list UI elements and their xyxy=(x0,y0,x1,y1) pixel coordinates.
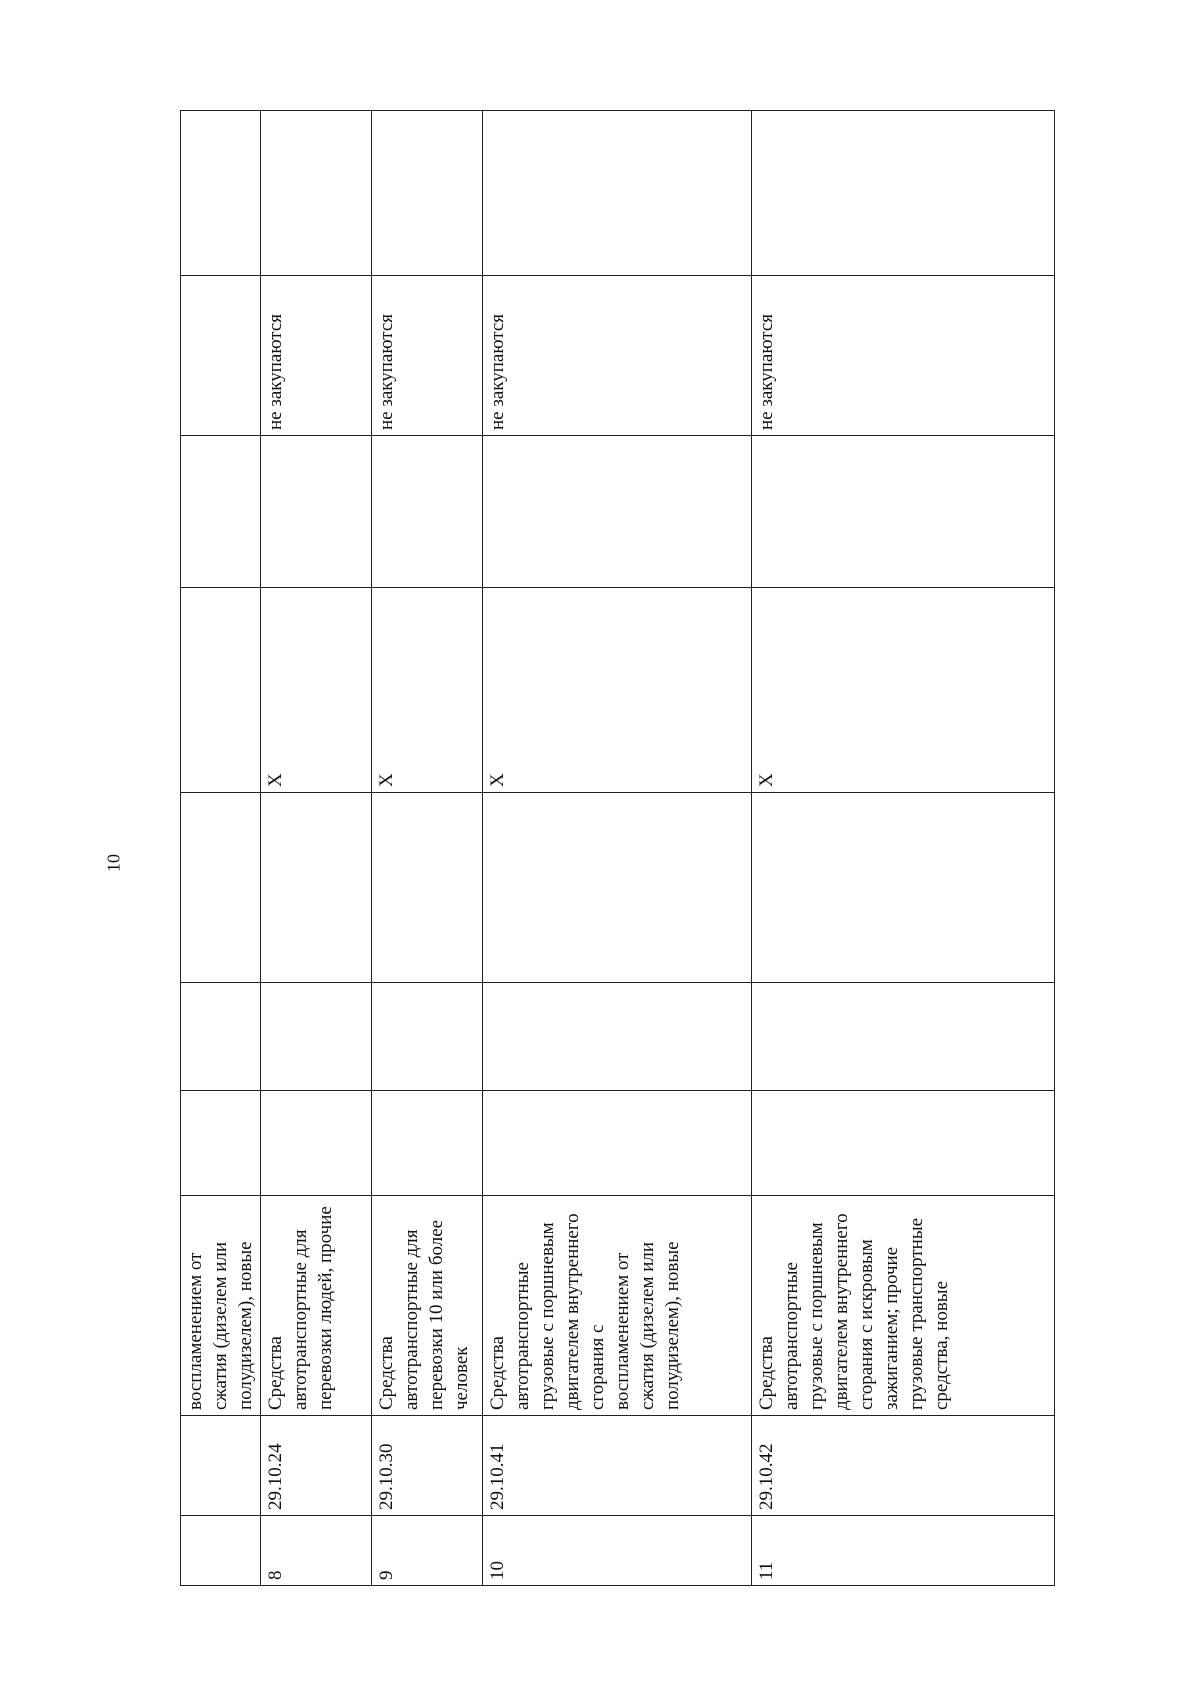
row-number: 10 xyxy=(483,1516,752,1586)
okpd2-code: 29.10.30 xyxy=(372,1416,483,1516)
empty-cell xyxy=(181,983,261,1091)
empty-cell xyxy=(261,793,372,983)
mark-cell: X xyxy=(372,588,483,793)
empty-cell xyxy=(752,1091,1055,1196)
empty-cell xyxy=(181,793,261,983)
okpd2-code: 29.10.24 xyxy=(261,1416,372,1516)
rotated-table-sheet xyxy=(180,111,1050,1586)
table-row xyxy=(483,111,752,1586)
empty-cell xyxy=(483,793,752,983)
empty-cell xyxy=(752,793,1055,983)
okpd2-code: 29.10.42 xyxy=(752,1416,1055,1516)
page-number: 10 xyxy=(103,854,124,872)
empty-cell xyxy=(181,436,261,588)
mark-cell xyxy=(181,588,261,793)
empty-cell xyxy=(261,983,372,1091)
empty-cell xyxy=(752,436,1055,588)
empty-cell xyxy=(261,111,372,276)
okpd2-code: 29.10.41 xyxy=(483,1416,752,1516)
status-cell: не закупаются xyxy=(372,276,483,436)
row-number: 8 xyxy=(261,1516,372,1586)
okpd2-code xyxy=(181,1416,261,1516)
table-row-continuation xyxy=(181,111,261,1586)
status-cell: не закупаются xyxy=(483,276,752,436)
table-row xyxy=(372,111,483,1586)
empty-cell xyxy=(483,1091,752,1196)
empty-cell xyxy=(261,436,372,588)
item-name: Средства автотранспортные грузовые с поршневым двигателем внутреннего сгорания с искровым зажиганием; прочие грузовые транспортные средства, новые xyxy=(752,1196,1055,1416)
mark-cell: X xyxy=(752,588,1055,793)
empty-cell xyxy=(261,1091,372,1196)
status-cell: не закупаются xyxy=(261,276,372,436)
empty-cell xyxy=(483,111,752,276)
row-number: 9 xyxy=(372,1516,483,1586)
item-name: Средства автотранспортные для перевозки людей, прочие xyxy=(261,1196,372,1416)
mark-cell: X xyxy=(483,588,752,793)
status-cell: не закупаются xyxy=(752,276,1055,436)
item-name: воспламенением от сжатия (дизелем или полудизелем), новые xyxy=(181,1196,261,1416)
empty-cell xyxy=(752,111,1055,276)
table-row xyxy=(261,111,372,1586)
empty-cell xyxy=(372,1091,483,1196)
requirements-table xyxy=(180,110,1055,1586)
empty-cell xyxy=(483,983,752,1091)
item-name: Средства автотранспортные грузовые с поршневым двигателем внутреннего сгорания с воспламенением от сжатия (дизелем или полудизелем), новые xyxy=(483,1196,752,1416)
status-cell xyxy=(181,276,261,436)
empty-cell xyxy=(372,983,483,1091)
empty-cell xyxy=(181,111,261,276)
mark-cell: X xyxy=(261,588,372,793)
row-number xyxy=(181,1516,261,1586)
row-number: 11 xyxy=(752,1516,1055,1586)
empty-cell xyxy=(372,793,483,983)
empty-cell xyxy=(752,983,1055,1091)
item-name: Средства автотранспортные для перевозки 10 или более человек xyxy=(372,1196,483,1416)
empty-cell xyxy=(483,436,752,588)
empty-cell xyxy=(181,1091,261,1196)
empty-cell xyxy=(372,111,483,276)
table-row xyxy=(752,111,1055,1586)
empty-cell xyxy=(372,436,483,588)
